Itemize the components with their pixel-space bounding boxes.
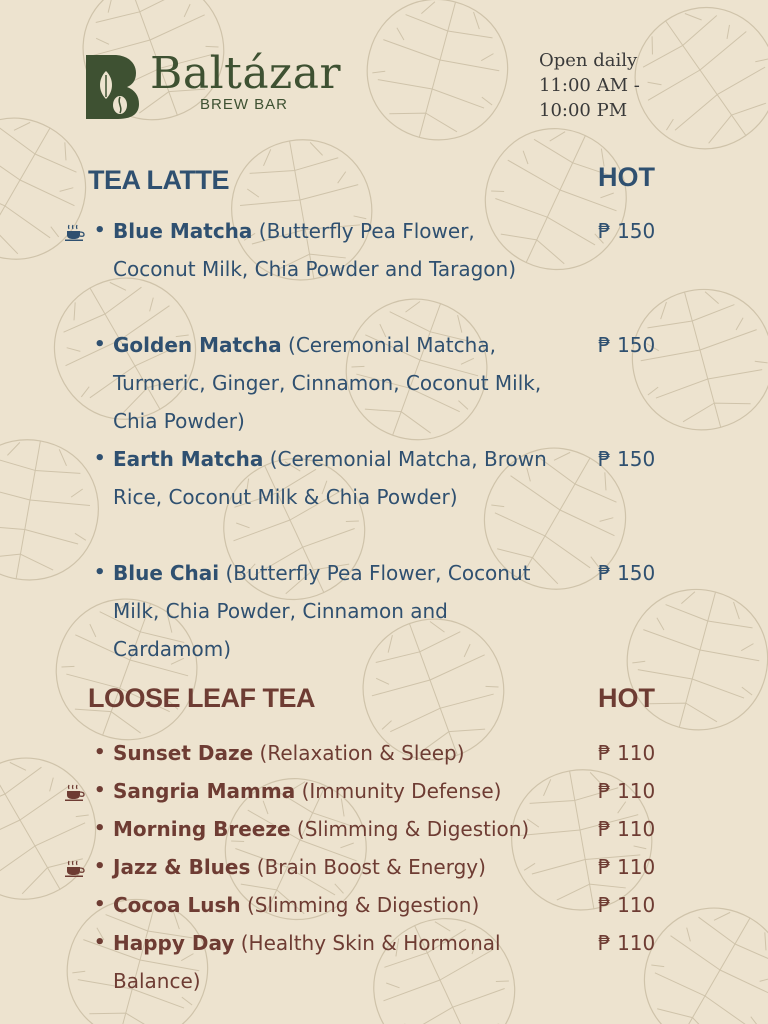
item-benefit: (Slimming & Digestion)	[240, 893, 480, 917]
item-description	[113, 212, 563, 288]
item-price: ₱ 150	[598, 561, 656, 585]
bullet: •	[94, 856, 106, 877]
item-price: ₱ 110	[598, 779, 656, 803]
hours-line-2: 11:00 AM -	[539, 75, 640, 96]
item-description	[113, 810, 573, 848]
item-name: Sunset Daze	[113, 741, 254, 765]
item-name: Sangria Mamma	[113, 779, 296, 803]
brand-name: Baltázar	[150, 48, 341, 99]
item-price: ₱ 110	[598, 893, 656, 917]
item-description	[113, 886, 573, 924]
bullet: •	[94, 562, 106, 583]
item-name: Morning Breeze	[113, 817, 291, 841]
item-price: ₱ 150	[598, 219, 656, 243]
item-ingredients: (Butterfly Pea Flower, Coconut Milk, Chia Powder and Taragon)	[113, 219, 517, 281]
item-description	[113, 440, 563, 516]
item-benefit: (Slimming & Digestion)	[290, 817, 530, 841]
hot-cup-icon	[64, 784, 86, 802]
item-description	[113, 848, 573, 886]
item-ingredients: (Butterfly Pea Flower, Coconut Milk, Chia Powder, Cinnamon and Cardamom)	[113, 561, 531, 661]
item-price: ₱ 110	[598, 931, 656, 955]
item-price: ₱ 150	[598, 447, 656, 471]
item-price: ₱ 110	[598, 741, 656, 765]
hot-cup-icon	[64, 224, 86, 242]
item-name: Blue Chai	[113, 561, 220, 585]
section-title-loose-leaf-tea: LOOSE LEAF TEA	[88, 683, 316, 713]
bullet: •	[94, 220, 106, 241]
hot-cup-icon	[64, 860, 86, 878]
item-name: Earth Matcha	[113, 447, 264, 471]
item-price: ₱ 110	[598, 817, 656, 841]
loose-leaf-hot-label: HOT	[598, 683, 655, 713]
brand-subtitle: BREW BAR	[200, 96, 289, 113]
opening-hours	[539, 48, 739, 123]
bullet: •	[94, 894, 106, 915]
section-title-tea-latte: TEA LATTE	[88, 165, 229, 195]
item-price: ₱ 110	[598, 855, 656, 879]
bullet: •	[94, 780, 106, 801]
item-price: ₱ 150	[598, 333, 656, 357]
item-description	[113, 554, 563, 668]
hours-line-1: Open daily	[539, 50, 638, 71]
bullet: •	[94, 448, 106, 469]
tea-latte-hot-label: HOT	[598, 162, 655, 192]
bullet: •	[94, 932, 106, 953]
item-description	[113, 734, 573, 772]
item-name: Golden Matcha	[113, 333, 282, 357]
item-ingredients: (Ceremonial Matcha, Turmeric, Ginger, Cinnamon, Coconut Milk, Chia Powder)	[113, 333, 542, 433]
item-name: Happy Day	[113, 931, 235, 955]
item-benefit: (Brain Boost & Energy)	[250, 855, 486, 879]
item-description	[113, 924, 573, 1000]
bullet: •	[94, 818, 106, 839]
item-ingredients: (Ceremonial Matcha, Brown Rice, Coconut Milk & Chia Powder)	[113, 447, 547, 509]
bullet: •	[94, 742, 106, 763]
bullet: •	[94, 334, 106, 355]
item-benefit: (Relaxation & Sleep)	[253, 741, 465, 765]
hours-line-3: 10:00 PM	[539, 100, 628, 121]
brand-logo-icon	[80, 51, 142, 121]
item-description	[113, 326, 563, 440]
item-name: Cocoa Lush	[113, 893, 241, 917]
item-benefit: (Immunity Defense)	[295, 779, 502, 803]
item-benefit: (Healthy Skin & Hormonal Balance)	[113, 931, 501, 993]
item-name: Blue Matcha	[113, 219, 253, 243]
item-name: Jazz & Blues	[113, 855, 251, 879]
item-description	[113, 772, 573, 810]
